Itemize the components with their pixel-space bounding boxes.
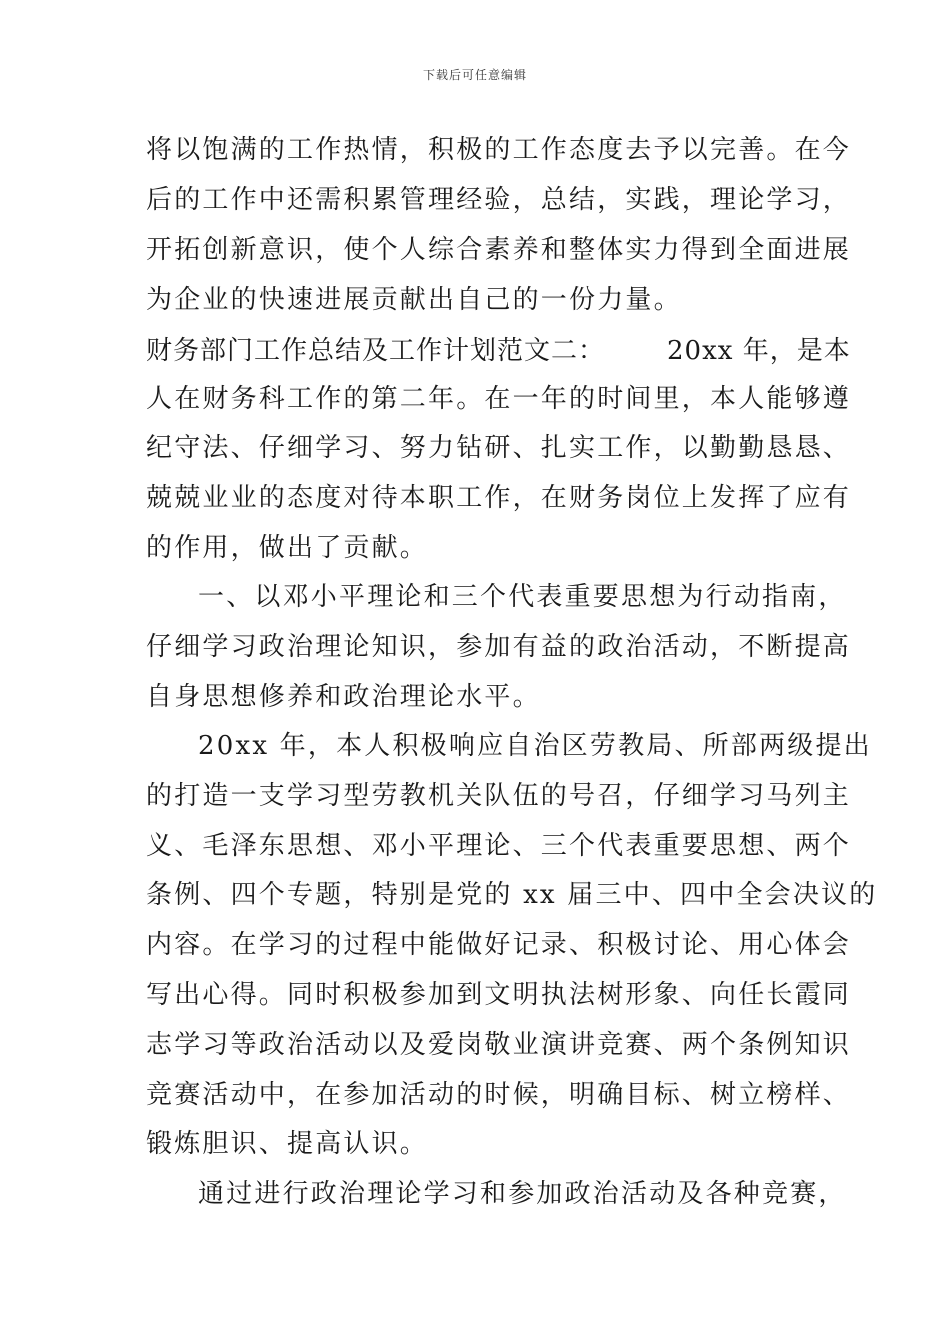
paragraph-line: 志学习等政治活动以及爱岗敬业演讲竞赛、两个条例知识 bbox=[146, 1030, 852, 1060]
paragraph-line: 后的工作中还需积累管理经验，总结，实践，理论学习， bbox=[146, 185, 852, 215]
paragraph-line: 兢兢业业的态度对待本职工作，在财务岗位上发挥了应有 bbox=[146, 483, 852, 513]
paragraph-line: 内容。在学习的过程中能做好记录、积极讨论、用心体会 bbox=[146, 930, 852, 960]
section-intro-start: 20xx 年，是本 bbox=[667, 336, 851, 366]
paragraph-line: 一、以邓小平理论和三个代表重要思想为行动指南， bbox=[198, 582, 847, 612]
paragraph-line: 通过进行政治理论学习和参加政治活动及各种竞赛， bbox=[198, 1179, 847, 1209]
paragraph-line: 写出心得。同时积极参加到文明执法树形象、向任长霞同 bbox=[146, 980, 852, 1010]
paragraph-line: 人在财务科工作的第二年。在一年的时间里，本人能够遵 bbox=[146, 384, 852, 414]
paragraph-line: 20xx 年，本人积极响应自治区劳教局、所部两级提出 bbox=[198, 731, 872, 761]
paragraph-line: 的打造一支学习型劳教机关队伍的号召，仔细学习马列主 bbox=[146, 781, 852, 811]
paragraph-line: 纪守法、仔细学习、努力钻研、扎实工作，以勤勤恳恳、 bbox=[146, 433, 852, 463]
paragraph-line: 仔细学习政治理论知识，参加有益的政治活动，不断提高 bbox=[146, 632, 852, 662]
paragraph-line: 义、毛泽东思想、邓小平理论、三个代表重要思想、两个 bbox=[146, 831, 852, 861]
paragraph-line: 锻炼胆识、提高认识。 bbox=[146, 1129, 429, 1159]
paragraph-line: 自身思想修养和政治理论水平。 bbox=[146, 682, 541, 712]
paragraph-line: 的作用，做出了贡献。 bbox=[146, 533, 429, 563]
section-title-line bbox=[146, 336, 851, 366]
paragraph-line: 将以饱满的工作热情，积极的工作态度去予以完善。在今 bbox=[146, 135, 852, 165]
paragraph-line: 开拓创新意识，使个人综合素养和整体实力得到全面进展 bbox=[146, 235, 852, 265]
section-title: 财务部门工作总结及工作计划范文二： bbox=[146, 336, 606, 366]
page-header: 下载后可任意编辑 bbox=[422, 68, 527, 82]
paragraph-line: 为企业的快速进展贡献出自己的一份力量。 bbox=[146, 285, 682, 315]
paragraph-line: 条例、四个专题，特别是党的 xx 届三中、四中全会决议的 bbox=[146, 880, 878, 910]
paragraph-line: 竞赛活动中，在参加活动的时候，明确目标、树立榜样、 bbox=[146, 1080, 852, 1110]
